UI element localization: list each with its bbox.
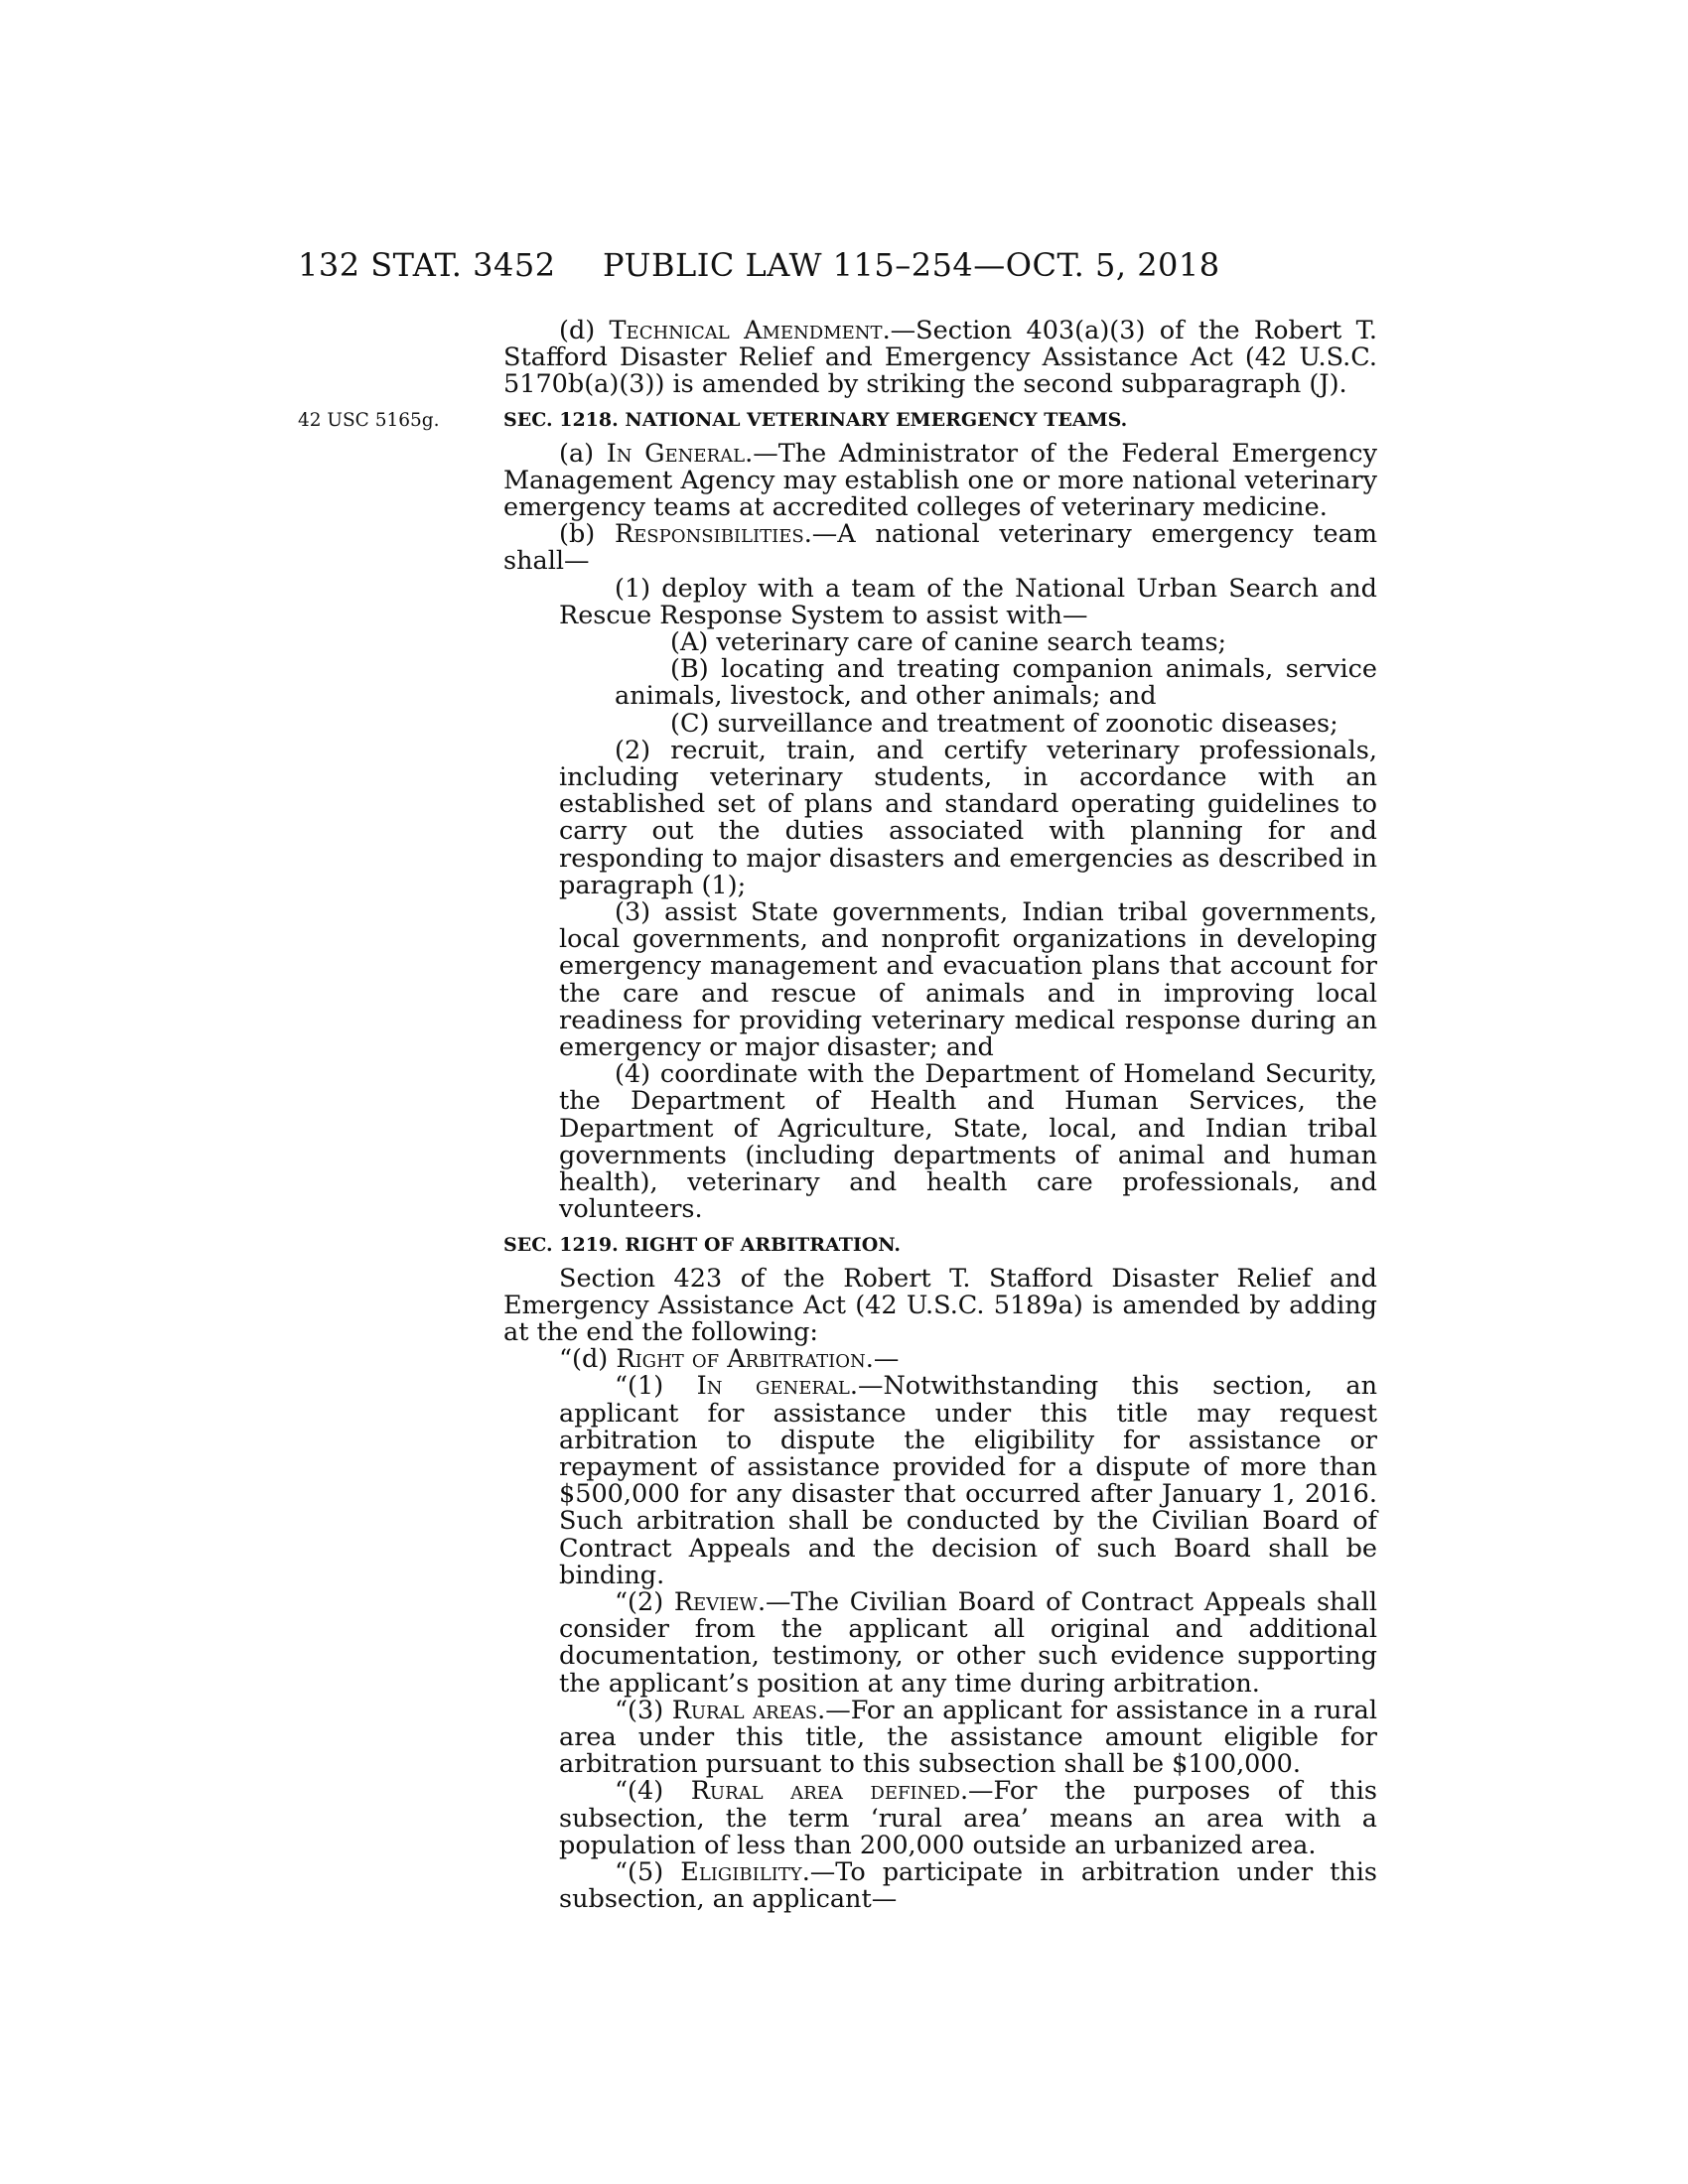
margin-note-usc: 42 USC 5165g. bbox=[298, 410, 440, 431]
paragraph-b-responsibilities: (b) Responsibilities.—A national veterinary emergency team shall— bbox=[503, 519, 1378, 577]
paragraph-1-deploy: (1) deploy with a team of the National Urban Search and Rescue Response System to assist with— bbox=[559, 573, 1377, 630]
paragraph-2-recruit: (2) recruit, train, and certify veterinary professionals, including veterinary students, in accordance with an established set of plans and standard operating guidelines to carry out the duties associated with planning for and responding to major disasters and emergencies as described in paragraph (1); bbox=[559, 735, 1377, 900]
section-1219-intro: Section 423 of the Robert T. Stafford Disaster Relief and Emergency Assistance Act (42 U.S.C. 5189a) is amended by adding at the end the following: bbox=[503, 1263, 1377, 1347]
subparagraph-A: (A) veterinary care of canine search teams; bbox=[670, 627, 1227, 658]
statute-page-number: 132 STAT. 3452 bbox=[298, 246, 556, 284]
public-law-title: PUBLIC LAW 115–254—OCT. 5, 2018 bbox=[603, 246, 1220, 284]
quoted-paragraph-2: “(2) Review.—The Civilian Board of Contract Appeals shall consider from the applicant all original and additional documentation, testimony, or other such evidence supporting the applicant’s position at any time during arbitration. bbox=[559, 1586, 1377, 1699]
subparagraph-B: (B) locating and treating companion animals, service animals, livestock, and other animals; and bbox=[615, 654, 1377, 712]
paragraph-4-coordinate: (4) coordinate with the Department of Homeland Security, the Department of Health and Human Services, the Department of Agriculture, State, local, and Indian tribal governments (including departments of animal and human health), veterinary and health care professionals, and volunteers. bbox=[559, 1059, 1377, 1225]
subparagraph-C: (C) surveillance and treatment of zoonotic diseases; bbox=[670, 708, 1338, 739]
quoted-paragraph-5: “(5) Eligibility.—To participate in arbitration under this subsection, an applicant— bbox=[559, 1856, 1377, 1915]
paragraph-d-technical-amendment: (d) Technical Amendment.—Section 403(a)(3) of the Robert T. Stafford Disaster Relief and Emergency Assistance Act (42 U.S.C. 5170b(a)(3)) is amended by striking the second subparagraph (J). bbox=[503, 316, 1377, 400]
section-heading-1218: SEC. 1218. NATIONAL VETERINARY EMERGENCY TEAMS. bbox=[503, 408, 1128, 431]
quoted-subsection-d: “(d) Right of Arbitration.— bbox=[559, 1344, 900, 1375]
quoted-paragraph-1: “(1) In general.—Notwithstanding this section, an applicant for assistance under this title may request arbitration to dispute the eligibility for assistance or repayment of assistance provided for a dispute of more than $500,000 for any disaster that occurred after January 1, 2016. Such arbitration shall be conducted by the Civilian Board of Contract Appeals and the decision of such Board shall be binding. bbox=[559, 1371, 1377, 1590]
quoted-paragraph-3: “(3) Rural areas.—For an applicant for assistance in a rural area under this title, the assistance amount eligible for arbitration pursuant to this subsection shall be $100,000. bbox=[559, 1695, 1377, 1780]
section-heading-1219: SEC. 1219. RIGHT OF ARBITRATION. bbox=[503, 1233, 902, 1256]
page-header bbox=[298, 246, 1380, 286]
paragraph-3-assist: (3) assist State governments, Indian tribal governments, local governments, and nonprofit organizations in developing emergency management and evacuation plans that account for the care and rescue of animals and in improving local readiness for providing veterinary medical response during an emergency or major disaster; and bbox=[559, 897, 1377, 1063]
paragraph-a-in-general: (a) In General.—The Administrator of the Federal Emergency Management Agency may establish one or more national veterinary emergency teams at accredited colleges of veterinary medicine. bbox=[503, 438, 1377, 523]
document-body bbox=[503, 318, 1377, 1913]
quoted-paragraph-4: “(4) Rural area defined.—For the purposes of this subsection, the term ‘rural area’ means an area with a population of less than 200,000 outside an urbanized area. bbox=[559, 1776, 1377, 1860]
